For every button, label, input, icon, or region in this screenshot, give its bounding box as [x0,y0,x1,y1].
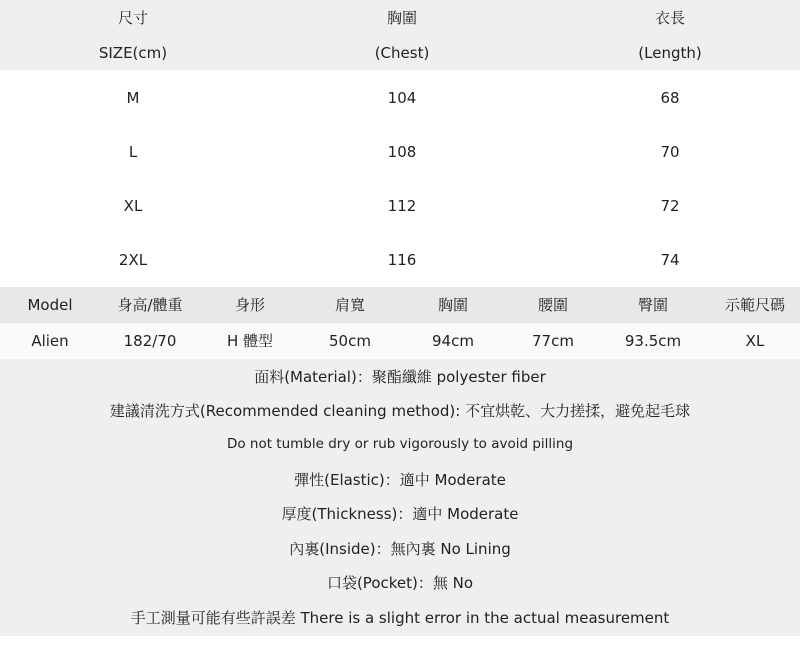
model-header-cell: 肩寬 [334,296,365,314]
size-table-body [0,70,800,287]
model-header-cell: 示範尺碼 [724,296,785,314]
chest-cell: 112 [387,197,417,215]
model-cell: 182/70 [123,332,177,350]
model-cell: 93.5cm [624,332,682,350]
header-length-zh: 衣長 [654,9,685,27]
length-cell: 68 [660,89,680,107]
thickness-text: 厚度(Thickness)：適中 Moderate [281,505,519,523]
size-table-header [0,0,800,70]
size-cell: XL [123,197,143,215]
model-header-cell: 胸圍 [437,296,468,314]
elastic-text: 彈性(Elastic)：適中 Moderate [294,471,506,489]
table-row [0,179,800,233]
model-table-header [0,287,800,323]
model-cell: 77cm [532,332,574,350]
model-header-cell: 腰圍 [537,296,568,314]
model-cell: 94cm [432,332,474,350]
model-cell: 50cm [329,332,371,350]
header-size-en: SIZE(cm) [98,44,168,62]
table-row [0,323,800,359]
length-cell: 72 [660,197,680,215]
size-cell: M [126,89,140,107]
chest-cell: 104 [387,89,417,107]
bottom-spacer [0,636,800,670]
size-cell: L [128,143,138,161]
model-cell: H 體型 [226,332,274,350]
product-info-block [0,359,800,636]
chest-cell: 108 [387,143,417,161]
cleaning-text-en: Do not tumble dry or rub vigorously to avoid pilling [226,436,574,452]
inside-text: 內裏(Inside)：無內裏 No Lining [289,540,511,558]
chest-cell: 116 [387,251,417,269]
table-row [0,125,800,179]
length-cell: 74 [660,251,680,269]
model-header-cell: 臀圍 [637,296,668,314]
table-row [0,233,800,287]
length-cell: 70 [660,143,680,161]
model-cell: Alien [31,332,69,350]
cleaning-text-zh: 建議清洗方式(Recommended cleaning method): 不宜烘乾、大力搓揉，避免起毛球 [109,402,691,420]
pocket-text: 口袋(Pocket)：無 No [326,574,474,592]
header-size-zh: 尺寸 [117,9,148,27]
table-row [0,71,800,125]
header-chest-zh: 胸圍 [386,9,417,27]
header-chest-en: (Chest) [374,44,430,62]
model-header-cell: 身形 [234,296,265,314]
size-cell: 2XL [118,251,148,269]
model-header-cell: Model [27,296,73,314]
model-cell: XL [745,332,765,350]
measurement-note: 手工測量可能有些許誤差 There is a slight error in the actual measurement [130,609,670,627]
model-header-cell: 身高/體重 [117,296,183,314]
header-length-en: (Length) [638,44,702,62]
material-text: 面料(Material)：聚酯纖維 polyester fiber [254,368,546,386]
